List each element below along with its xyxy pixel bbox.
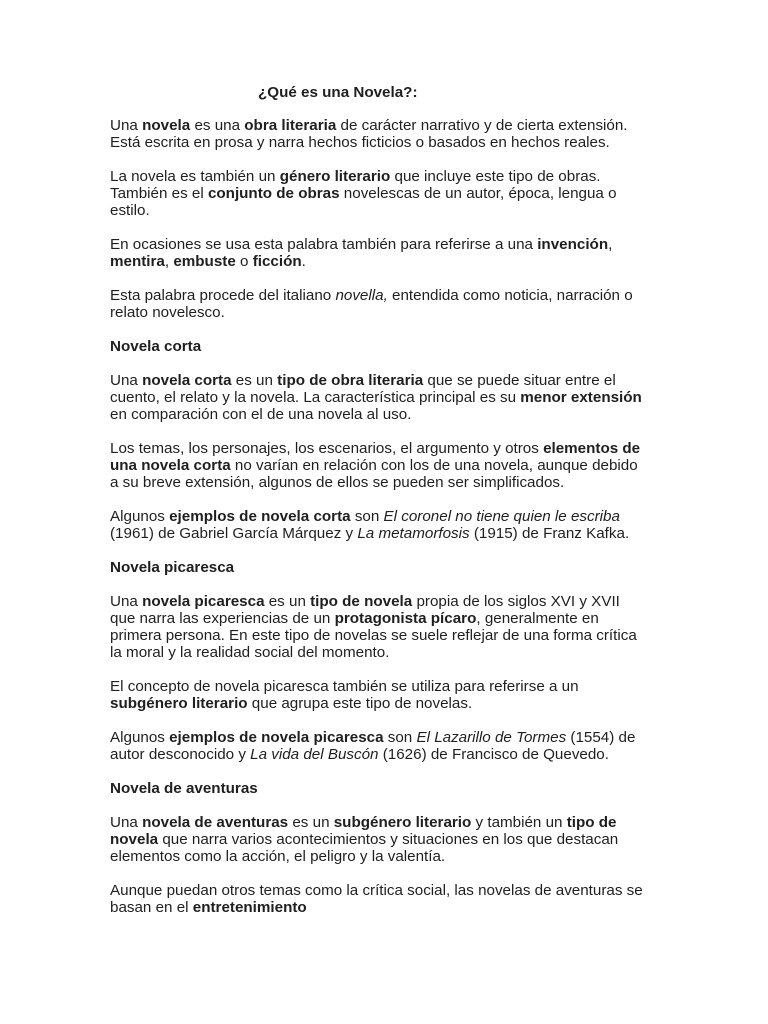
paragraph bbox=[110, 168, 660, 219]
text-run: novelescas de un autor, época, lengua o bbox=[339, 185, 617, 202]
bold-text: mentira bbox=[110, 253, 165, 270]
bold-text: novela de aventuras bbox=[142, 814, 289, 831]
text-run: son bbox=[383, 729, 417, 746]
italic-text: El Lazarillo de Tormes bbox=[416, 729, 567, 746]
text-run: También es el bbox=[110, 185, 208, 202]
text-run: elementos como la acción, el peligro y la valentía. bbox=[110, 848, 446, 865]
text-run: , bbox=[608, 236, 613, 253]
section-heading: Novela picaresca bbox=[110, 559, 235, 576]
text-run: cuento, el relato y la novela. La característica principal es su bbox=[110, 389, 521, 406]
paragraph bbox=[110, 287, 660, 321]
text-run: que narra varios acontecimientos y situaciones en los que destacan bbox=[158, 831, 619, 848]
text-run: (1626) de Francisco de Quevedo. bbox=[378, 746, 609, 763]
text-run: Una bbox=[110, 117, 143, 134]
italic-text: La metamorfosis bbox=[357, 525, 470, 542]
document-page bbox=[110, 84, 660, 933]
paragraph bbox=[110, 729, 660, 763]
italic-text: El coronel no tiene quien le escriba bbox=[383, 508, 620, 525]
italic-text: novella, bbox=[335, 287, 388, 304]
text-run: estilo. bbox=[110, 202, 150, 219]
text-run: Los temas, los personajes, los escenarios, el argumento y otros bbox=[110, 440, 544, 457]
bold-text: novela picaresca bbox=[142, 593, 265, 610]
text-run: no varían en relación con los de una novela, aunque debido bbox=[230, 457, 638, 474]
bold-text: ejemplos de novela corta bbox=[169, 508, 351, 525]
text-run: es un bbox=[288, 814, 334, 831]
bold-text: conjunto de obras bbox=[207, 185, 340, 202]
text-run: , generalmente en bbox=[476, 610, 599, 627]
bold-text: subgénero literario bbox=[333, 814, 472, 831]
paragraph bbox=[110, 372, 660, 423]
text-run: Una bbox=[110, 372, 143, 389]
italic-text: La vida del Buscón bbox=[250, 746, 379, 763]
bold-text: novela bbox=[110, 831, 159, 848]
text-run: En ocasiones se usa esta palabra también para referirse a una bbox=[110, 236, 538, 253]
text-run: Algunos bbox=[110, 729, 170, 746]
bold-text: novela bbox=[142, 117, 191, 134]
text-run: es una bbox=[190, 117, 245, 134]
text-run: El concepto de novela picaresca también se utiliza para referirse a un bbox=[110, 678, 579, 695]
text-run: es un bbox=[231, 372, 278, 389]
text-run: o bbox=[235, 253, 253, 270]
text-run: a su breve extensión, algunos de ellos se pueden ser simplificados. bbox=[110, 474, 565, 491]
bold-text: tipo de obra literaria bbox=[277, 372, 424, 389]
paragraph bbox=[110, 508, 660, 542]
text-run: entendida como noticia, narración o bbox=[387, 287, 633, 304]
bold-text: tipo de novela bbox=[310, 593, 413, 610]
text-run: relato novelesco. bbox=[110, 304, 225, 321]
paragraph bbox=[110, 593, 660, 661]
document-body bbox=[110, 117, 660, 916]
bold-text: entretenimiento bbox=[192, 899, 307, 916]
text-run: Aunque puedan otros temas como la crítica social, las novelas de aventuras se bbox=[110, 882, 643, 899]
paragraph bbox=[110, 440, 660, 491]
text-run: que agrupa este tipo de novelas. bbox=[247, 695, 473, 712]
bold-text: embuste bbox=[173, 253, 236, 270]
bold-text: una novela corta bbox=[110, 457, 231, 474]
text-run: (1554) de bbox=[566, 729, 636, 746]
paragraph bbox=[110, 236, 660, 270]
text-run: Esta palabra procede del italiano bbox=[110, 287, 336, 304]
section-heading: Novela corta bbox=[110, 338, 202, 355]
text-run: La novela es también un bbox=[110, 168, 280, 185]
bold-text: invención bbox=[537, 236, 609, 253]
text-run: Una bbox=[110, 593, 143, 610]
text-run: que incluye este tipo de obras. bbox=[390, 168, 601, 185]
text-run: son bbox=[350, 508, 384, 525]
bold-text: obra literaria bbox=[244, 117, 337, 134]
paragraph bbox=[110, 117, 660, 151]
text-run: autor desconocido y bbox=[110, 746, 251, 763]
paragraph bbox=[110, 814, 660, 865]
text-run: Está escrita en prosa y narra hechos ficticios o basados en hechos reales. bbox=[110, 134, 610, 151]
bold-text: menor extensión bbox=[520, 389, 642, 406]
text-run: Una bbox=[110, 814, 143, 831]
bold-text: protagonista pícaro bbox=[334, 610, 477, 627]
bold-text: género literario bbox=[279, 168, 391, 185]
paragraph bbox=[110, 882, 660, 916]
text-run: basan en el bbox=[110, 899, 193, 916]
bold-text: tipo de bbox=[566, 814, 617, 831]
text-run: Algunos bbox=[110, 508, 170, 525]
bold-text: subgénero literario bbox=[110, 695, 248, 712]
text-run: la moral y la realidad social del momento. bbox=[110, 644, 390, 661]
text-run: , bbox=[164, 253, 174, 270]
bold-text: novela corta bbox=[142, 372, 232, 389]
text-run: (1961) de Gabriel García Márquez y bbox=[110, 525, 358, 542]
bold-text: ficción bbox=[252, 253, 302, 270]
text-run: (1915) de Franz Kafka. bbox=[469, 525, 630, 542]
text-run: que narra las experiencias de un bbox=[110, 610, 335, 627]
paragraph bbox=[110, 678, 660, 712]
text-run: . bbox=[301, 253, 306, 270]
text-run: primera persona. En este tipo de novelas se suele reflejar de una forma crítica bbox=[110, 627, 637, 644]
document-title: ¿Qué es una Novela?: bbox=[258, 84, 418, 101]
bold-text: ejemplos de novela picaresca bbox=[169, 729, 384, 746]
text-run: y también un bbox=[471, 814, 567, 831]
text-run: es un bbox=[264, 593, 311, 610]
text-run: que se puede situar entre el bbox=[423, 372, 616, 389]
text-run: de carácter narrativo y de cierta extensión. bbox=[336, 117, 628, 134]
section-heading: Novela de aventuras bbox=[110, 780, 258, 797]
bold-text: elementos de bbox=[543, 440, 641, 457]
text-run: propia de los siglos XVI y XVII bbox=[412, 593, 620, 610]
text-run: en comparación con el de una novela al uso. bbox=[110, 406, 412, 423]
